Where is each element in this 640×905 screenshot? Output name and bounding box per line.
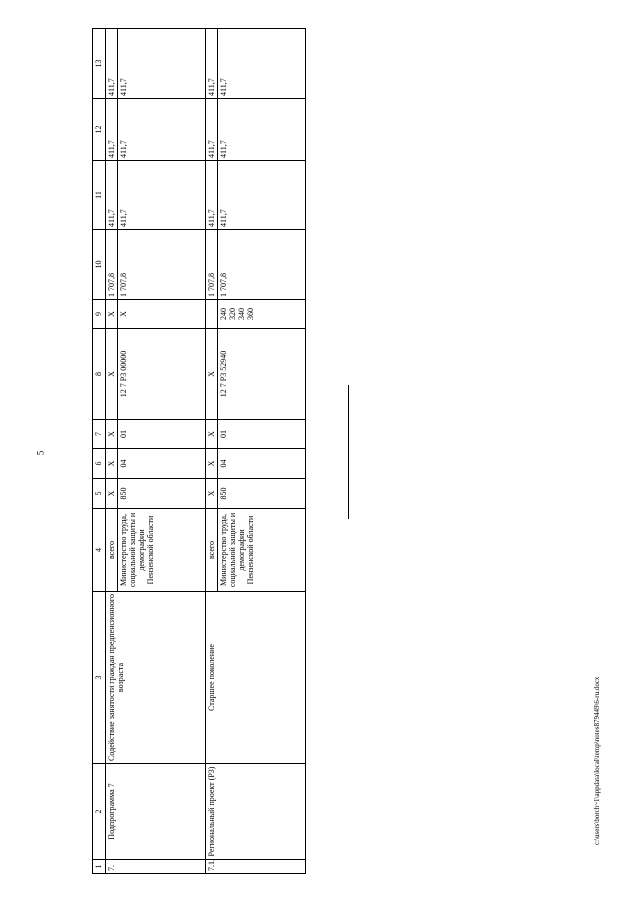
vr [206, 300, 218, 329]
amount-year-2: 411,7 [218, 99, 306, 161]
event-name: Содействие занятости граждан предпенсионного возраста [106, 592, 206, 764]
vr: X [106, 300, 118, 329]
grbs: X [206, 479, 218, 509]
header-cell: 1 [93, 860, 106, 874]
program-name: Региональный проект (P3) [206, 764, 306, 860]
rz: 04 [118, 449, 206, 479]
csr: X [106, 329, 118, 420]
csr: 12 7 P3 00000 [118, 329, 206, 420]
row-number: 7.1. [206, 860, 306, 874]
header-cell: 6 [93, 449, 106, 479]
vr: X [118, 300, 206, 329]
amount-year-3: 411,7 [218, 29, 306, 99]
amount-year-3: 411,7 [206, 29, 218, 99]
executor: всего [206, 509, 218, 592]
amount-year-2: 411,7 [118, 99, 206, 161]
header-cell: 3 [93, 592, 106, 764]
amount-year-3: 411,7 [118, 29, 206, 99]
budget-table [92, 28, 306, 874]
pr: X [106, 420, 118, 449]
header-cell: 2 [93, 764, 106, 860]
executor: всего [106, 509, 118, 592]
header-cell: 12 [93, 99, 106, 161]
pr: X [206, 420, 218, 449]
page-number: 5 [35, 450, 46, 456]
header-cell: 13 [93, 29, 106, 99]
header-cell: 5 [93, 479, 106, 509]
footer-file-path: c:\users\borch~1\appdata\local\temp\notes879449\6-ru.docx [593, 676, 601, 845]
program-name: Подпрограмма 7 [106, 764, 206, 860]
header-cell: 9 [93, 300, 106, 329]
amount-year-3: 411,7 [106, 29, 118, 99]
vr: 240 320 340 360 [218, 300, 306, 329]
header-cell: 8 [93, 329, 106, 420]
table-row [206, 29, 218, 874]
amount-total: 1 707,8 [206, 230, 218, 300]
header-cell: 4 [93, 509, 106, 592]
amount-year-1: 411,7 [106, 161, 118, 230]
rz: 04 [218, 449, 306, 479]
grbs: 850 [118, 479, 206, 509]
rotated-table-wrapper [92, 29, 304, 874]
header-cell: 11 [93, 161, 106, 230]
rz: X [206, 449, 218, 479]
executor: Министерство труда, социальной защиты и демографии Пензенской области [218, 509, 306, 592]
amount-year-1: 411,7 [118, 161, 206, 230]
table-row [106, 29, 118, 874]
grbs: 850 [218, 479, 306, 509]
grbs: X [106, 479, 118, 509]
separator-line [348, 385, 349, 519]
amount-total: 1 707,8 [218, 230, 306, 300]
pr: 01 [218, 420, 306, 449]
amount-year-2: 411,7 [106, 99, 118, 161]
amount-total: 1 707,8 [118, 230, 206, 300]
header-cell: 10 [93, 230, 106, 300]
header-row [93, 29, 106, 874]
event-name: Старшее поколение [206, 592, 306, 764]
amount-total: 1 707,8 [106, 230, 118, 300]
amount-year-1: 411,7 [218, 161, 306, 230]
amount-year-1: 411,7 [206, 161, 218, 230]
header-cell: 7 [93, 420, 106, 449]
executor: Министерство труда, социальной защиты и демографии Пензенской области [118, 509, 206, 592]
row-number: 7. [106, 860, 206, 874]
csr: X [206, 329, 218, 420]
pr: 01 [118, 420, 206, 449]
csr: 12 7 P3 52940 [218, 329, 306, 420]
rz: X [106, 449, 118, 479]
amount-year-2: 411,7 [206, 99, 218, 161]
